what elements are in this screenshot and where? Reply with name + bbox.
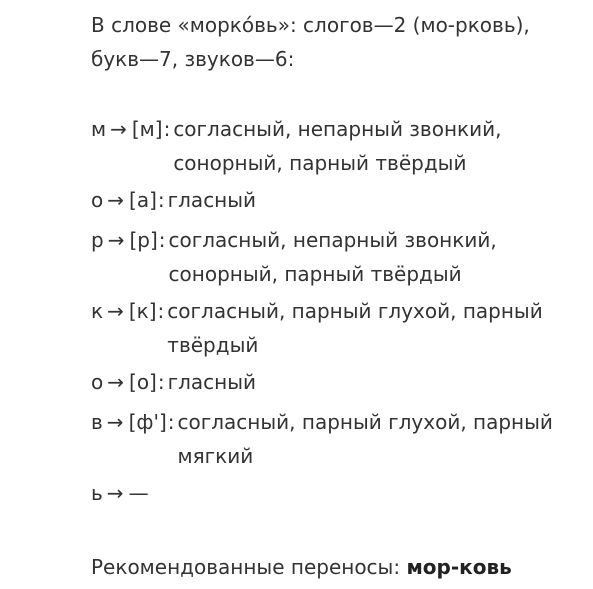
intro-text-after: вь»: слогов—2 (мо-рковь), букв—7, звуков—6: (91, 13, 530, 71)
sound: [о] (129, 370, 157, 394)
letter: о (91, 370, 104, 394)
letter: ь (91, 481, 103, 505)
phonetic-analysis-list (91, 112, 581, 516)
sound: [а] (129, 188, 157, 212)
arrow-icon: → (107, 299, 124, 323)
stressed-vowel: о́ (241, 13, 255, 37)
arrow-icon: → (107, 188, 125, 212)
letter-sound-pair (91, 405, 178, 439)
separator: : (157, 299, 165, 323)
recommendation-value: мор-ковь (406, 555, 512, 579)
letter-sound-pair (91, 365, 168, 399)
sound-description: согласный, непарный звонкий, сонорный, парный твёрдый (173, 117, 502, 175)
letter: о (91, 188, 104, 212)
sound-description: согласный, парный глухой, парный мягкий (177, 410, 553, 468)
recommended-hyphenation (91, 550, 512, 584)
arrow-icon: → (106, 481, 124, 505)
sound: [к] (128, 299, 157, 323)
letter: в (91, 410, 103, 434)
separator: : (157, 188, 165, 212)
letter-sound-pair (91, 294, 167, 328)
analysis-row (91, 365, 581, 399)
sound-description: согласный, непарный звонкий, сонорный, парный твёрдый (168, 228, 497, 286)
arrow-icon: → (106, 410, 124, 434)
analysis-row (91, 405, 581, 473)
letter: р (91, 228, 104, 252)
letter-sound-pair (91, 183, 168, 217)
arrow-icon: → (110, 117, 127, 141)
letter: к (91, 299, 104, 323)
sound: [ф'] (128, 410, 167, 434)
analysis-row (91, 294, 581, 362)
separator: : (157, 370, 165, 394)
analysis-row (91, 476, 581, 510)
letter-sound-pair (91, 112, 173, 146)
analysis-row (91, 223, 581, 291)
letter-sound-pair (91, 223, 169, 257)
analysis-row (91, 183, 581, 217)
sound: [р] (129, 228, 158, 252)
sound: — (128, 481, 149, 505)
sound-description: гласный (167, 370, 257, 394)
letter-sound-pair (91, 476, 149, 510)
sound-description: гласный (167, 188, 257, 212)
sound-description: согласный, парный глухой, парный твёрдый (167, 299, 543, 357)
arrow-icon: → (107, 370, 125, 394)
sound: [м] (131, 117, 163, 141)
separator: : (163, 117, 171, 141)
separator: : (167, 410, 175, 434)
letter: м (91, 117, 107, 141)
recommendation-label: Рекомендованные переносы: (91, 555, 407, 579)
analysis-row (91, 112, 581, 180)
arrow-icon: → (107, 228, 125, 252)
separator: : (158, 228, 166, 252)
intro-text-before: В слове «морк (91, 13, 242, 37)
intro-paragraph (91, 8, 571, 76)
